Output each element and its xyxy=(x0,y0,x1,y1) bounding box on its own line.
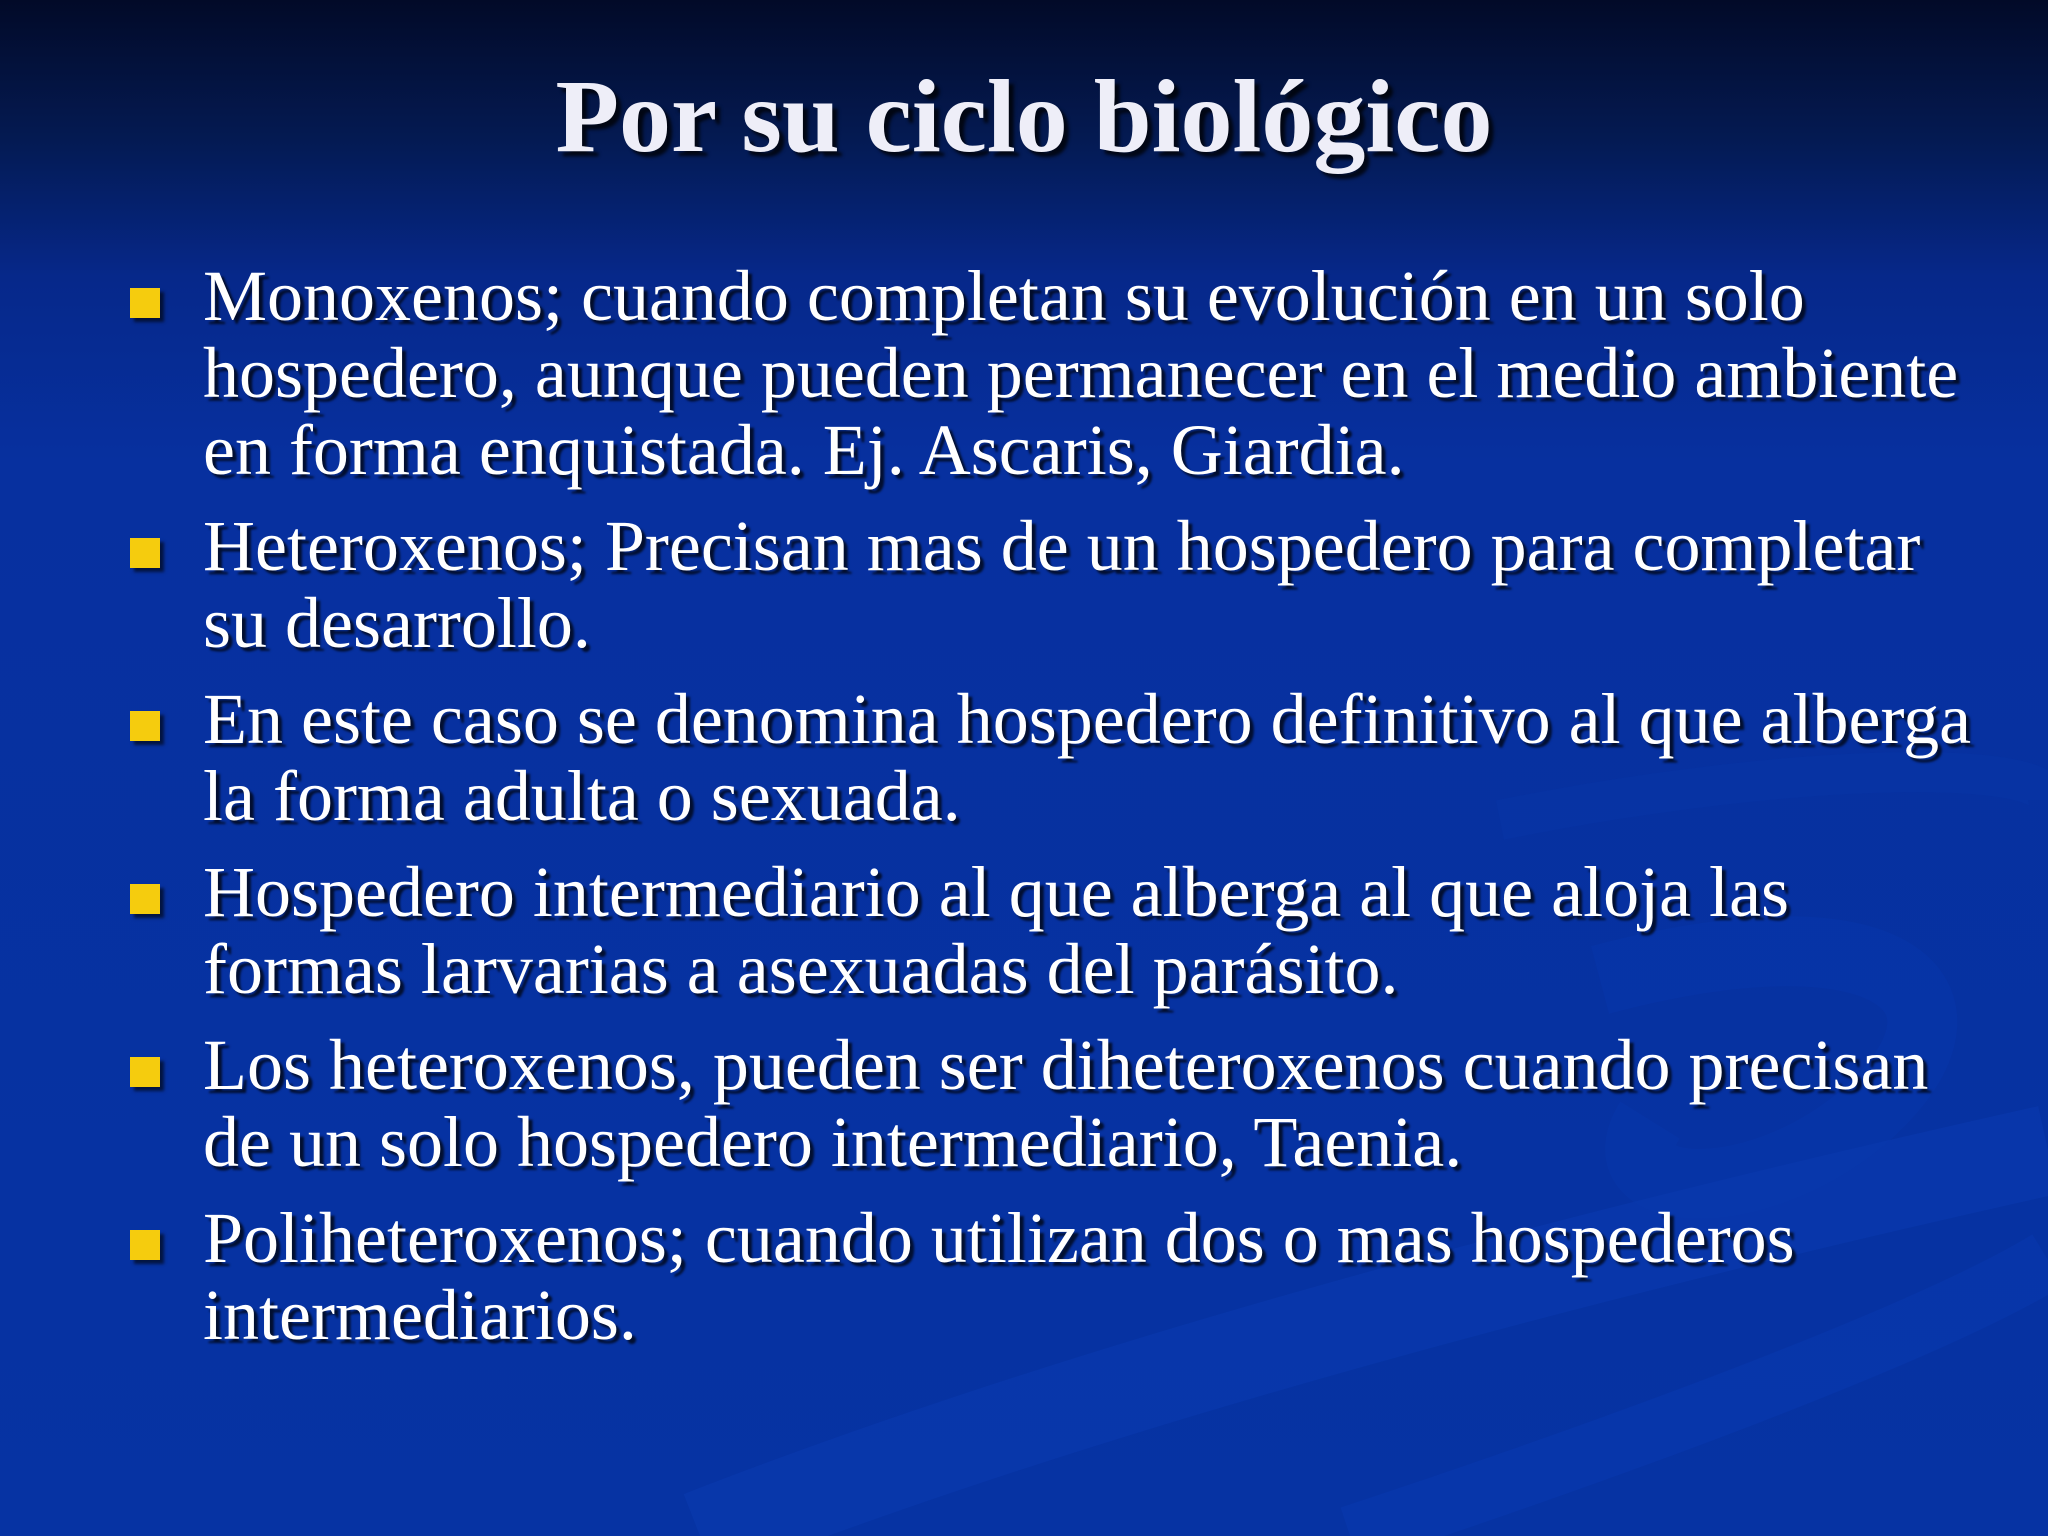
list-item xyxy=(0,1027,2048,1181)
list-item xyxy=(0,681,2048,835)
bullet-text: Hospedero intermediario al que alberga al que aloja las formas larvarias a asexuadas del parásito. xyxy=(203,852,1790,1009)
bullet-text: Monoxenos; cuando completan su evolución en un solo hospedero, aunque pueden permanecer en el medio ambiente en forma enquistada. Ej. Ascaris, Giardia. xyxy=(203,256,1959,490)
bullet-text: Heteroxenos; Precisan mas de un hospedero para completar su desarrollo. xyxy=(203,506,1921,663)
square-bullet-icon xyxy=(130,1057,160,1087)
list-item xyxy=(0,854,2048,1008)
square-bullet-icon xyxy=(130,1230,160,1260)
square-bullet-icon xyxy=(130,538,160,568)
bullet-list xyxy=(0,258,2048,1373)
list-item xyxy=(0,1200,2048,1354)
bullet-text: En este caso se denomina hospedero definitivo al que alberga la forma adulta o sexuada. xyxy=(203,679,1972,836)
list-item xyxy=(0,258,2048,489)
slide-title: Por su ciclo biológico xyxy=(555,59,1493,174)
square-bullet-icon xyxy=(130,711,160,741)
square-bullet-icon xyxy=(130,288,160,318)
square-bullet-icon xyxy=(130,884,160,914)
bullet-text: Los heteroxenos, pueden ser diheteroxenos cuando precisan de un solo hospedero intermediario, Taenia. xyxy=(203,1025,1929,1182)
list-item xyxy=(0,508,2048,662)
bullet-text: Poliheteroxenos; cuando utilizan dos o mas hospederos intermediarios. xyxy=(203,1198,1795,1355)
